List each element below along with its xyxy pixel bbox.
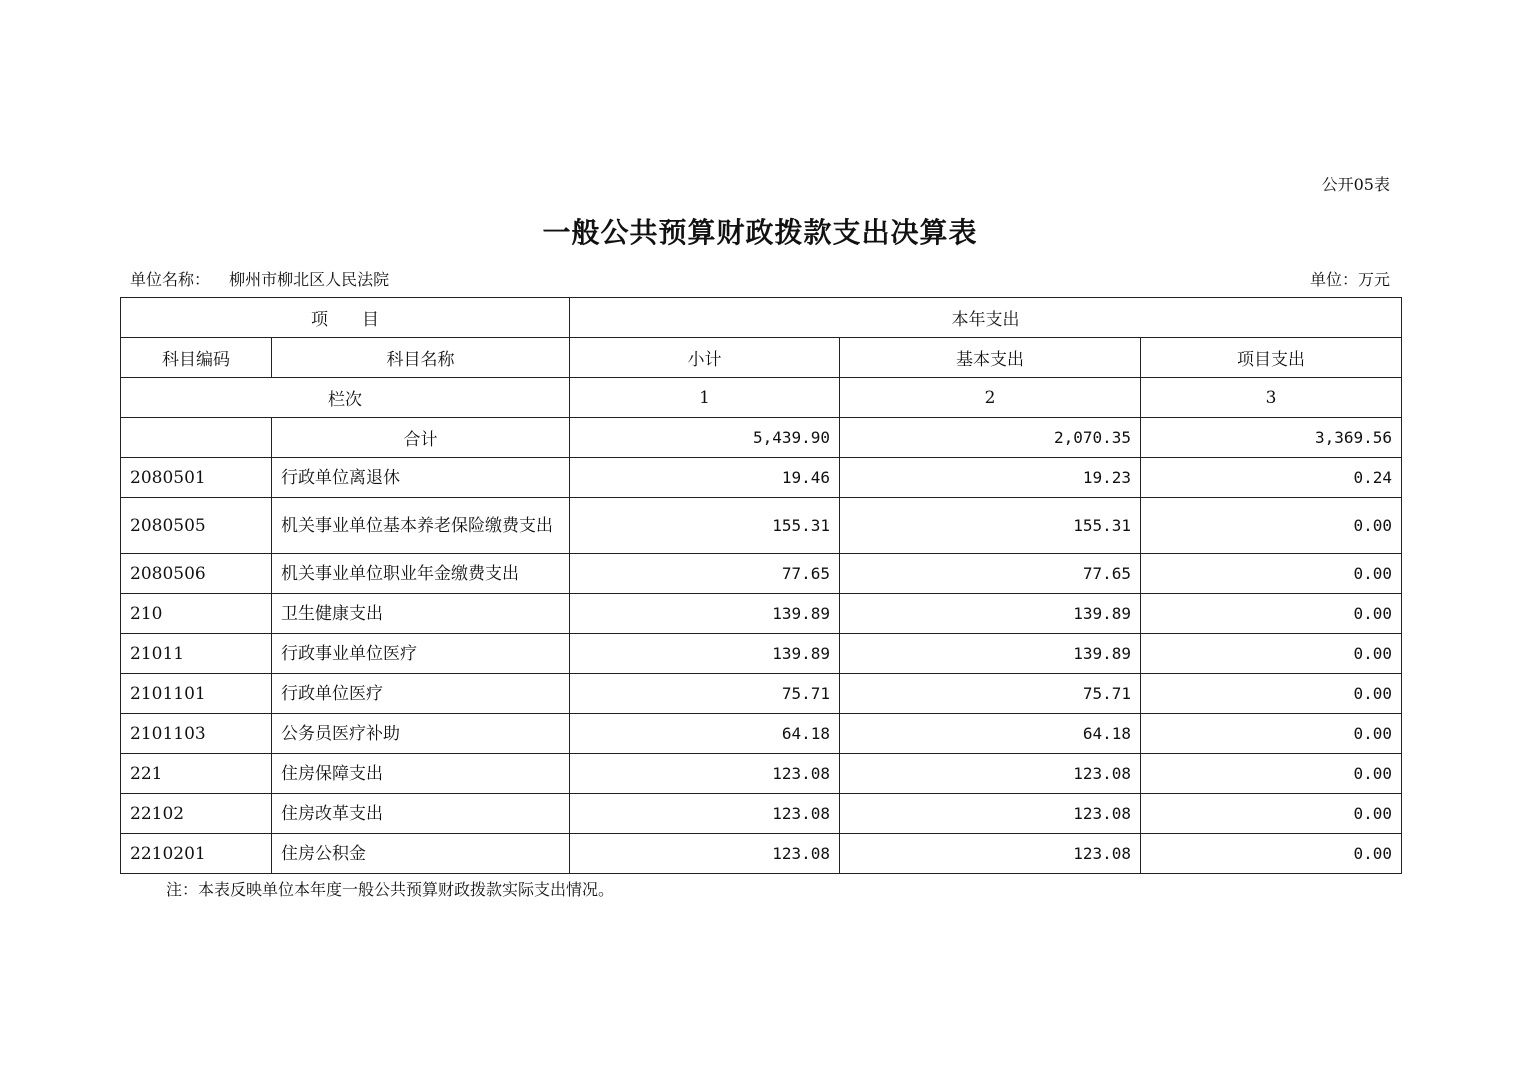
header-row-1 [121,298,1402,338]
row-subtotal: 123.08 [570,794,840,834]
header-item: 项 目 [121,298,570,338]
row-project: 0.00 [1141,794,1402,834]
table-row [121,754,1402,794]
row-name: 公务员医疗补助 [272,714,570,754]
unit-name-label: 单位名称： [130,270,211,289]
column-index-row [121,378,1402,418]
total-project: 3,369.56 [1141,418,1402,458]
row-project: 0.00 [1141,554,1402,594]
row-code: 21011 [121,634,272,674]
row-name: 行政单位离退休 [272,458,570,498]
row-basic: 155.31 [840,498,1141,554]
header-current-year: 本年支出 [570,298,1402,338]
row-project: 0.00 [1141,674,1402,714]
total-basic: 2,070.35 [840,418,1141,458]
page-title: 一般公共预算财政拨款支出决算表 [542,216,978,249]
row-subtotal: 75.71 [570,674,840,714]
row-basic: 64.18 [840,714,1141,754]
unit-name-value: 柳州市柳北区人民法院 [229,270,390,289]
col-name-header: 科目名称 [272,338,570,378]
row-code: 2080501 [121,458,272,498]
table-row [121,714,1402,754]
row-project: 0.00 [1141,834,1402,874]
row-basic: 139.89 [840,634,1141,674]
row-code: 221 [121,754,272,794]
column-index-1: 1 [570,378,840,418]
row-subtotal: 139.89 [570,634,840,674]
col-code-header: 科目编码 [121,338,272,378]
row-code: 2101101 [121,674,272,714]
row-basic: 123.08 [840,834,1141,874]
row-basic: 77.65 [840,554,1141,594]
row-code: 22102 [121,794,272,834]
total-row [121,418,1402,458]
row-project: 0.00 [1141,634,1402,674]
total-code-empty [121,418,272,458]
row-basic: 19.23 [840,458,1141,498]
row-name: 住房保障支出 [272,754,570,794]
footnote: 注：本表反映单位本年度一般公共预算财政拨款实际支出情况。 [166,880,615,899]
row-project: 0.00 [1141,754,1402,794]
row-project: 0.00 [1141,714,1402,754]
table-row [121,594,1402,634]
row-basic: 75.71 [840,674,1141,714]
row-subtotal: 123.08 [570,834,840,874]
col-basic-header: 基本支出 [840,338,1141,378]
row-code: 2210201 [121,834,272,874]
table-row [121,674,1402,714]
row-subtotal: 64.18 [570,714,840,754]
total-label: 合计 [272,418,570,458]
row-basic: 123.08 [840,754,1141,794]
row-project: 0.00 [1141,594,1402,634]
row-name: 机关事业单位职业年金缴费支出 [272,554,570,594]
row-name: 机关事业单位基本养老保险缴费支出 [272,498,570,554]
total-subtotal: 5,439.90 [570,418,840,458]
table-row [121,554,1402,594]
budget-table [120,297,1402,874]
table-row [121,794,1402,834]
column-index-label: 栏次 [121,378,570,418]
column-index-3: 3 [1141,378,1402,418]
col-subtotal-header: 小计 [570,338,840,378]
row-basic: 123.08 [840,794,1141,834]
row-name: 卫生健康支出 [272,594,570,634]
row-name: 行政单位医疗 [272,674,570,714]
row-name: 住房改革支出 [272,794,570,834]
row-code: 210 [121,594,272,634]
row-basic: 139.89 [840,594,1141,634]
table-row [121,458,1402,498]
table-row [121,834,1402,874]
row-name: 住房公积金 [272,834,570,874]
table-row [121,634,1402,674]
col-project-header: 项目支出 [1141,338,1402,378]
column-index-2: 2 [840,378,1141,418]
row-subtotal: 139.89 [570,594,840,634]
currency-unit: 单位：万元 [1309,270,1390,289]
row-subtotal: 77.65 [570,554,840,594]
row-code: 2080506 [121,554,272,594]
header-row-2 [121,338,1402,378]
unit-name-line [130,267,389,290]
row-subtotal: 19.46 [570,458,840,498]
table-row [121,498,1402,554]
row-subtotal: 123.08 [570,754,840,794]
row-code: 2101103 [121,714,272,754]
row-project: 0.24 [1141,458,1402,498]
row-project: 0.00 [1141,498,1402,554]
row-subtotal: 155.31 [570,498,840,554]
row-code: 2080505 [121,498,272,554]
form-number: 公开05表 [1321,175,1390,194]
row-name: 行政事业单位医疗 [272,634,570,674]
